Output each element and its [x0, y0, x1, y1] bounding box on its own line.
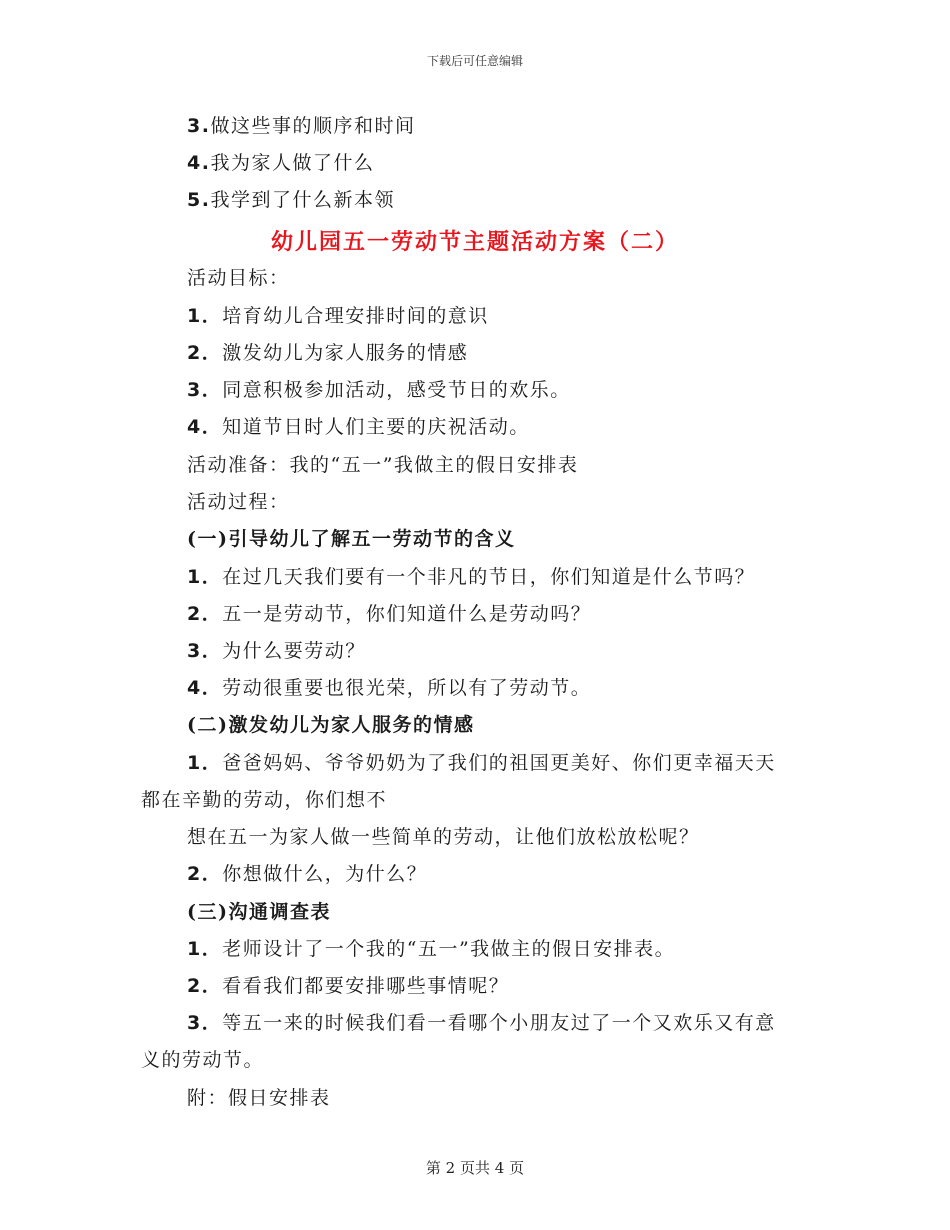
goal-number: 2．: [187, 342, 223, 364]
list-text: 为什么要劳动？: [222, 640, 366, 662]
list-number: 3.: [187, 115, 211, 137]
page-header: 下载后可任意编辑: [426, 54, 523, 68]
list-text: 你想做什么，为什么？: [222, 863, 428, 885]
goal-text: 知道节日时人们主要的庆祝活动。: [222, 416, 530, 438]
list-item: [187, 564, 755, 590]
goal-number: 1．: [187, 305, 223, 327]
document-title: 幼儿园五一劳动节主题活动方案（二）: [270, 230, 679, 255]
list-number: 2．: [187, 603, 223, 625]
section-heading: (二)激发幼儿为家人服务的情感: [187, 714, 475, 736]
goal-text: 激发幼儿为家人服务的情感: [222, 342, 469, 364]
list-number: 5.: [187, 189, 211, 211]
list-number: 1．: [187, 938, 223, 960]
goal-item: [187, 414, 530, 440]
list-text-continued: 义的劳动节。: [141, 1049, 265, 1071]
list-text: 老师设计了一个我的“五一”我做主的假日安排表。: [222, 938, 676, 960]
goal-item: [187, 340, 468, 366]
list-text-continued: 想在五一为家人做一些简单的劳动，让他们放松放松呢？: [187, 826, 700, 848]
preparation-text: 活动准备：我的“五一”我做主的假日安排表: [187, 454, 579, 476]
goal-text: 培育幼儿合理安排时间的意识: [222, 305, 489, 327]
goals-label: 活动目标：: [187, 267, 290, 289]
list-item: [187, 113, 415, 139]
list-text: 做这些事的顺序和时间: [210, 115, 416, 137]
list-number: 1．: [187, 566, 223, 588]
list-item: [187, 861, 427, 887]
list-number: 2．: [187, 975, 223, 997]
list-item: [187, 936, 675, 962]
list-item: [187, 150, 374, 176]
list-item: [187, 638, 366, 664]
list-item: [187, 601, 591, 627]
list-number: 3．: [187, 640, 223, 662]
list-number: 2．: [187, 863, 223, 885]
list-item: [187, 750, 776, 776]
goal-item: [187, 303, 489, 329]
list-number: 3．: [187, 1012, 223, 1034]
goal-text: 同意积极参加活动，感受节日的欢乐。: [222, 379, 571, 401]
list-item: [187, 973, 509, 999]
list-number: 1．: [187, 752, 223, 774]
list-text: 我为家人做了什么: [210, 152, 375, 174]
list-number: 4．: [187, 677, 223, 699]
list-item: [187, 1010, 776, 1036]
goal-number: 4．: [187, 416, 223, 438]
page-footer: 第 2 页共 4 页: [425, 1159, 525, 1177]
list-number: 4.: [187, 152, 211, 174]
list-text: 劳动很重要也很光荣，所以有了劳动节。: [222, 677, 592, 699]
list-text-continued: 都在辛勤的劳动，你们想不: [141, 789, 388, 811]
process-label: 活动过程：: [187, 491, 290, 513]
list-text: 看看我们都要安排哪些事情呢？: [222, 975, 510, 997]
list-text: 五一是劳动节，你们知道什么是劳动吗？: [222, 603, 592, 625]
list-text: 我学到了什么新本领: [210, 189, 395, 211]
goal-item: [187, 377, 571, 403]
section-heading: (一)引导幼儿了解五一劳动节的含义: [187, 528, 516, 550]
goal-number: 3．: [187, 379, 223, 401]
list-item: [187, 675, 591, 701]
appendix-text: 附：假日安排表: [187, 1087, 331, 1109]
list-text: 等五一来的时候我们看一看哪个小朋友过了一个又欢乐又有意: [222, 1012, 776, 1034]
list-item: [187, 187, 395, 213]
section-heading: (三)沟通调查表: [187, 901, 331, 923]
list-text: 爸爸妈妈、爷爷奶奶为了我们的祖国更美好、你们更幸福天天: [222, 752, 776, 774]
list-text: 在过几天我们要有一个非凡的节日，你们知道是什么节吗？: [222, 566, 756, 588]
